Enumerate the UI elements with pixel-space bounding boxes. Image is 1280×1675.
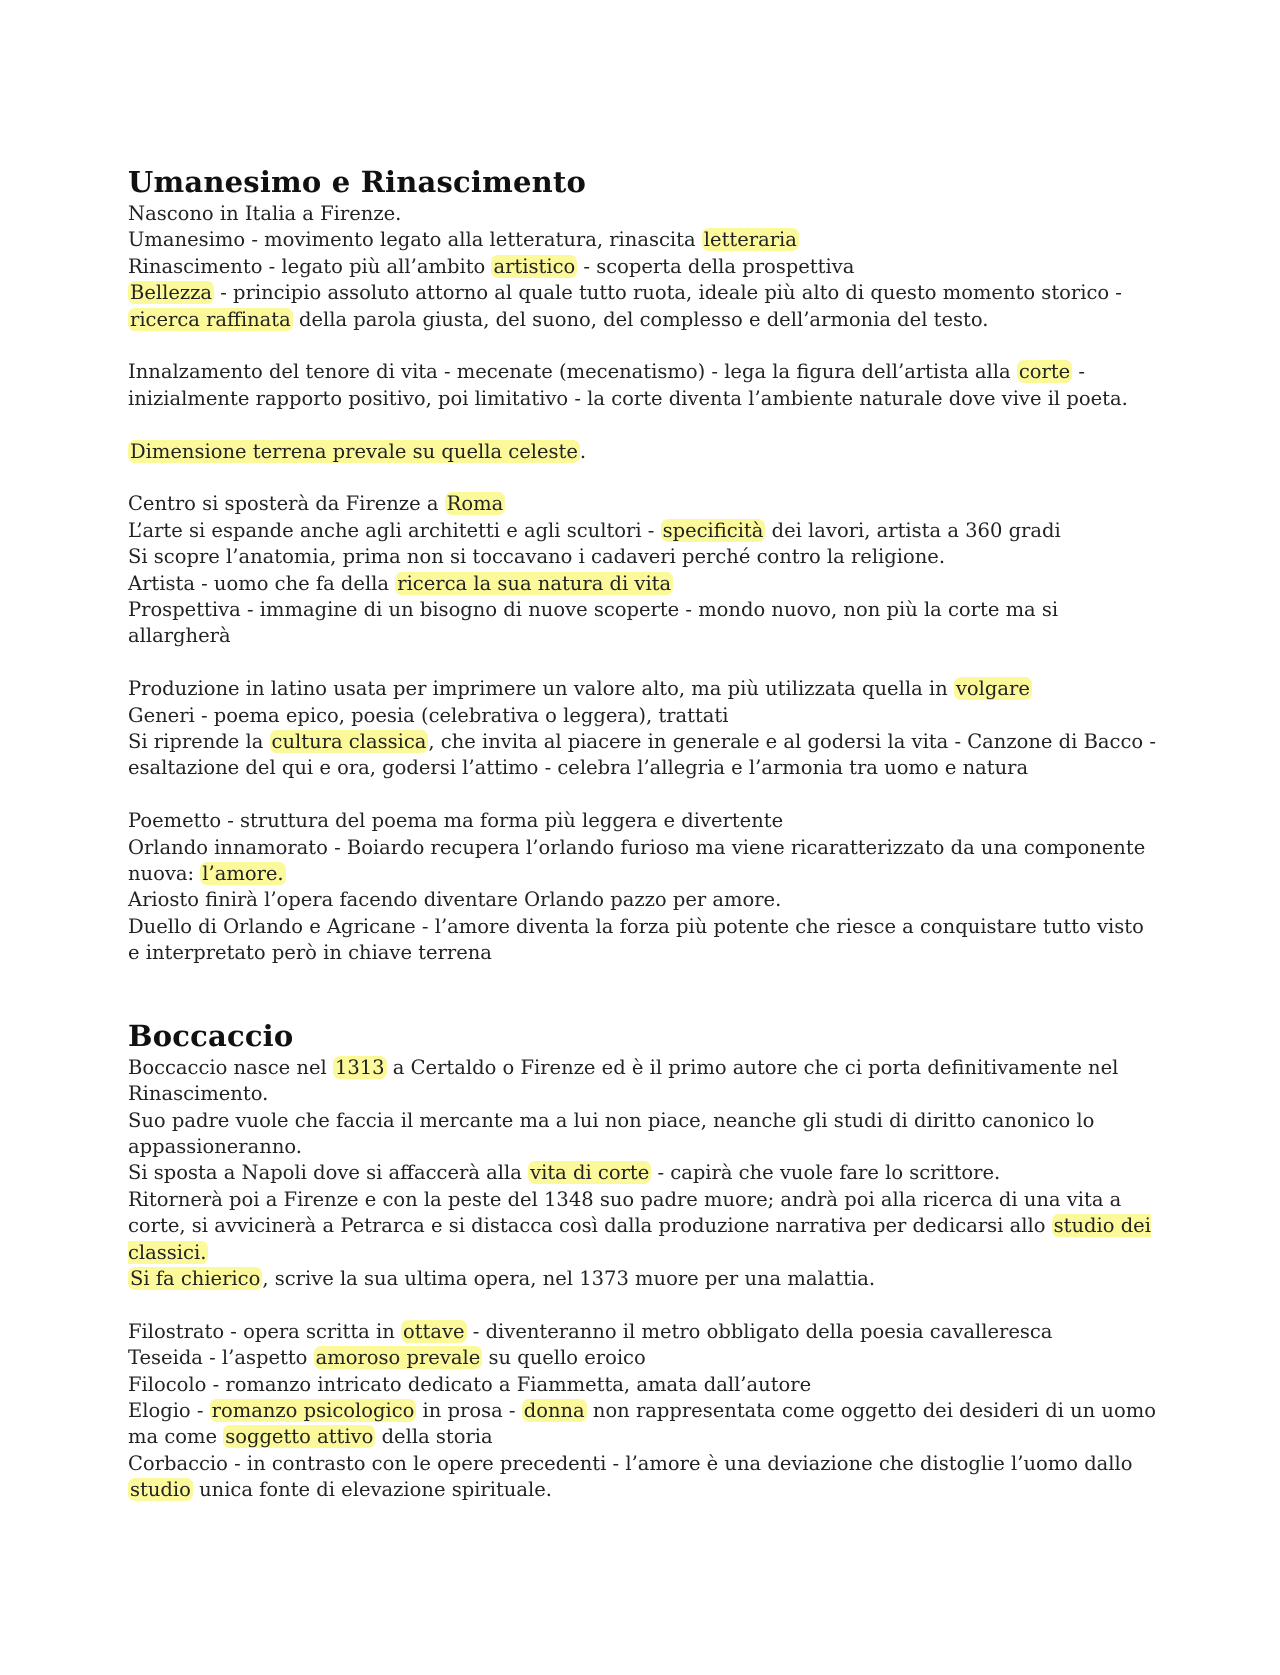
text-segment: Filostrato - opera scritta in [128, 1319, 401, 1343]
paragraph [128, 491, 1158, 649]
text-segment: L’arte si espande anche agli architetti e agli scultori - [128, 518, 661, 542]
text-line [128, 1160, 1158, 1186]
paragraph [128, 201, 1158, 333]
text-segment: Centro si sposterà da Firenze a [128, 492, 445, 516]
text-line [128, 518, 1158, 544]
text-segment: Elogio - [128, 1398, 210, 1422]
text-segment: Si scopre l’anatomia, prima non si toccavano i cadaveri perché contro la religione. [128, 545, 946, 569]
text-segment: della parola giusta, del suono, del complesso e dell’armonia del testo. [292, 307, 989, 331]
text-segment: - scoperta della prospettiva [577, 254, 855, 278]
text-segment: Poemetto - struttura del poema ma forma più leggera e divertente [128, 809, 784, 833]
text-segment: Umanesimo - movimento legato alla letteratura, rinascita [128, 228, 702, 252]
paragraph [128, 1055, 1158, 1293]
text-line [128, 1372, 1158, 1398]
text-line [128, 808, 1158, 834]
text-line [128, 544, 1158, 570]
text-line [128, 254, 1158, 280]
text-line [128, 1108, 1158, 1161]
text-segment: Si riprende la [128, 730, 270, 754]
text-line [128, 887, 1158, 913]
highlighted-text: soggetto attivo [225, 1425, 374, 1449]
text-line [128, 491, 1158, 517]
text-line [128, 1319, 1158, 1345]
text-line [128, 1266, 1158, 1292]
text-line [128, 676, 1158, 702]
text-line [128, 439, 1158, 465]
paragraph [128, 808, 1158, 966]
highlighted-text: studio dei classici. [128, 1214, 1151, 1264]
section-title: Umanesimo e Rinascimento [128, 165, 587, 199]
text-line [128, 914, 1158, 967]
text-segment: . [579, 439, 587, 463]
highlighted-text: vita di corte [530, 1161, 650, 1185]
text-line [128, 1055, 1158, 1108]
text-segment: Si sposta a Napoli dove si affaccerà alla [128, 1161, 529, 1185]
highlighted-text: volgare [955, 677, 1030, 701]
text-segment: Corbaccio - in contrasto con le opere precedenti - l’amore è una deviazione che distoglie l’uomo dallo [128, 1451, 1133, 1475]
text-segment: Teseida - l’aspetto [128, 1346, 314, 1370]
paragraph [128, 439, 1158, 465]
section-title: Boccaccio [128, 1018, 294, 1053]
text-line [128, 201, 1158, 227]
highlighted-text: romanzo psicologico [211, 1398, 415, 1422]
text-line [128, 1345, 1158, 1371]
text-line [128, 1187, 1158, 1266]
highlighted-text: corte [1018, 360, 1071, 384]
paragraph [128, 359, 1158, 412]
text-segment: a Certaldo o Firenze ed è il primo autore che ci porta definitivamente nel Rinascimento. [128, 1055, 1119, 1106]
text-segment: - capirà che vuole fare lo scrittore. [651, 1161, 1001, 1185]
text-segment: Ritornerà poi a Firenze e con la peste del 1348 suo padre muore; andrà poi alla ricerca di una vita a corte, si avvicinerà a Petrarca e si distacca così dalla produzione narrativa per dedicarsi allo [128, 1187, 1122, 1238]
text-line [128, 1398, 1158, 1451]
highlighted-text: studio [130, 1478, 191, 1502]
text-line [128, 703, 1158, 729]
text-segment: su quello eroico [482, 1346, 646, 1370]
text-segment: unica fonte di elevazione spirituale. [192, 1478, 552, 1502]
text-segment: Ariosto finirà l’opera facendo diventare Orlando pazzo per amore. [128, 888, 782, 912]
highlighted-text: letteraria [703, 228, 797, 252]
section [128, 1017, 1158, 1504]
text-line [128, 1451, 1158, 1504]
highlighted-text: l’amore. [202, 862, 284, 886]
text-segment: - principio assoluto attorno al quale tutto ruota, ideale più alto di questo momento storico - [214, 281, 1122, 305]
text-segment: Generi - poema epico, poesia (celebrativa o leggera), trattati [128, 703, 729, 727]
text-segment: Rinascimento - legato più all’ambito [128, 254, 492, 278]
text-segment: Orlando innamorato - Boiardo recupera l’orlando furioso ma viene ricaratterizzato da una componente nuova: [128, 835, 1146, 886]
highlighted-text: specificità [662, 518, 764, 542]
text-segment: dei lavori, artista a 360 gradi [765, 518, 1061, 542]
text-line [128, 571, 1158, 597]
highlighted-text: ricerca la sua natura di vita [397, 571, 672, 595]
text-segment: in prosa - [416, 1398, 522, 1422]
text-segment: Nascono in Italia a Firenze. [128, 202, 402, 225]
highlighted-text: ricerca raffinata [130, 307, 291, 331]
text-segment: Artista - uomo che fa della [128, 571, 396, 595]
text-line [128, 729, 1158, 782]
document-body [128, 163, 1158, 1504]
text-segment: , scrive la sua ultima opera, nel 1373 muore per una malattia. [262, 1266, 876, 1290]
text-segment: Prospettiva - immagine di un bisogno di nuove scoperte - mondo nuovo, non più la corte ma si allargherà [128, 598, 1059, 648]
text-segment: Innalzamento del tenore di vita - mecenate (mecenatismo) - lega la figura dell’artista alla [128, 360, 1017, 384]
text-line [128, 359, 1158, 412]
highlighted-text: ottave [402, 1319, 465, 1343]
highlighted-text: cultura classica [271, 730, 427, 754]
highlighted-text: Roma [446, 492, 504, 516]
text-segment: - diventeranno il metro obbligato della poesia cavalleresca [466, 1319, 1053, 1343]
text-segment: della storia [375, 1425, 493, 1449]
text-segment: Duello di Orlando e Agricane - l’amore diventa la forza più potente che riesce a conquistare tutto visto e interpretato però in chiave terrena [128, 914, 1144, 965]
text-line [128, 835, 1158, 888]
text-segment: - inizialmente rapporto positivo, poi limitativo - la corte diventa l’ambiente naturale dove vive il poeta. [128, 360, 1128, 410]
text-segment: Suo padre vuole che faccia il mercante ma a lui non piace, neanche gli studi di diritto canonico lo appassioneranno. [128, 1108, 1095, 1158]
paragraph [128, 1319, 1158, 1504]
text-segment: , che invita al piacere in generale e al godersi la vita - Canzone di Bacco - esaltazione del qui e ora, godersi l’attimo - celebra l’allegria e l’armonia tra uomo e natura [128, 730, 1156, 780]
highlighted-text: amoroso prevale [315, 1346, 481, 1370]
text-segment: Boccaccio nasce nel [128, 1055, 333, 1079]
text-line [128, 227, 1158, 253]
highlighted-text: Bellezza [130, 281, 213, 305]
text-line [128, 280, 1158, 333]
highlighted-text: artistico [493, 254, 576, 278]
highlighted-text: Dimensione terrena prevale su quella celeste [130, 439, 578, 463]
section [128, 163, 1158, 967]
highlighted-text: donna [523, 1398, 585, 1422]
text-segment: Produzione in latino usata per imprimere un valore alto, ma più utilizzata quella in [128, 677, 954, 701]
highlighted-text: 1313 [334, 1055, 385, 1079]
text-segment: Filocolo - romanzo intricato dedicato a Fiammetta, amata dall’autore [128, 1372, 812, 1396]
text-segment: non rappresentata come oggetto dei desideri di un uomo ma come [128, 1398, 1156, 1449]
text-line [128, 597, 1158, 650]
highlighted-text: Si fa chierico [130, 1266, 261, 1290]
paragraph [128, 676, 1158, 782]
